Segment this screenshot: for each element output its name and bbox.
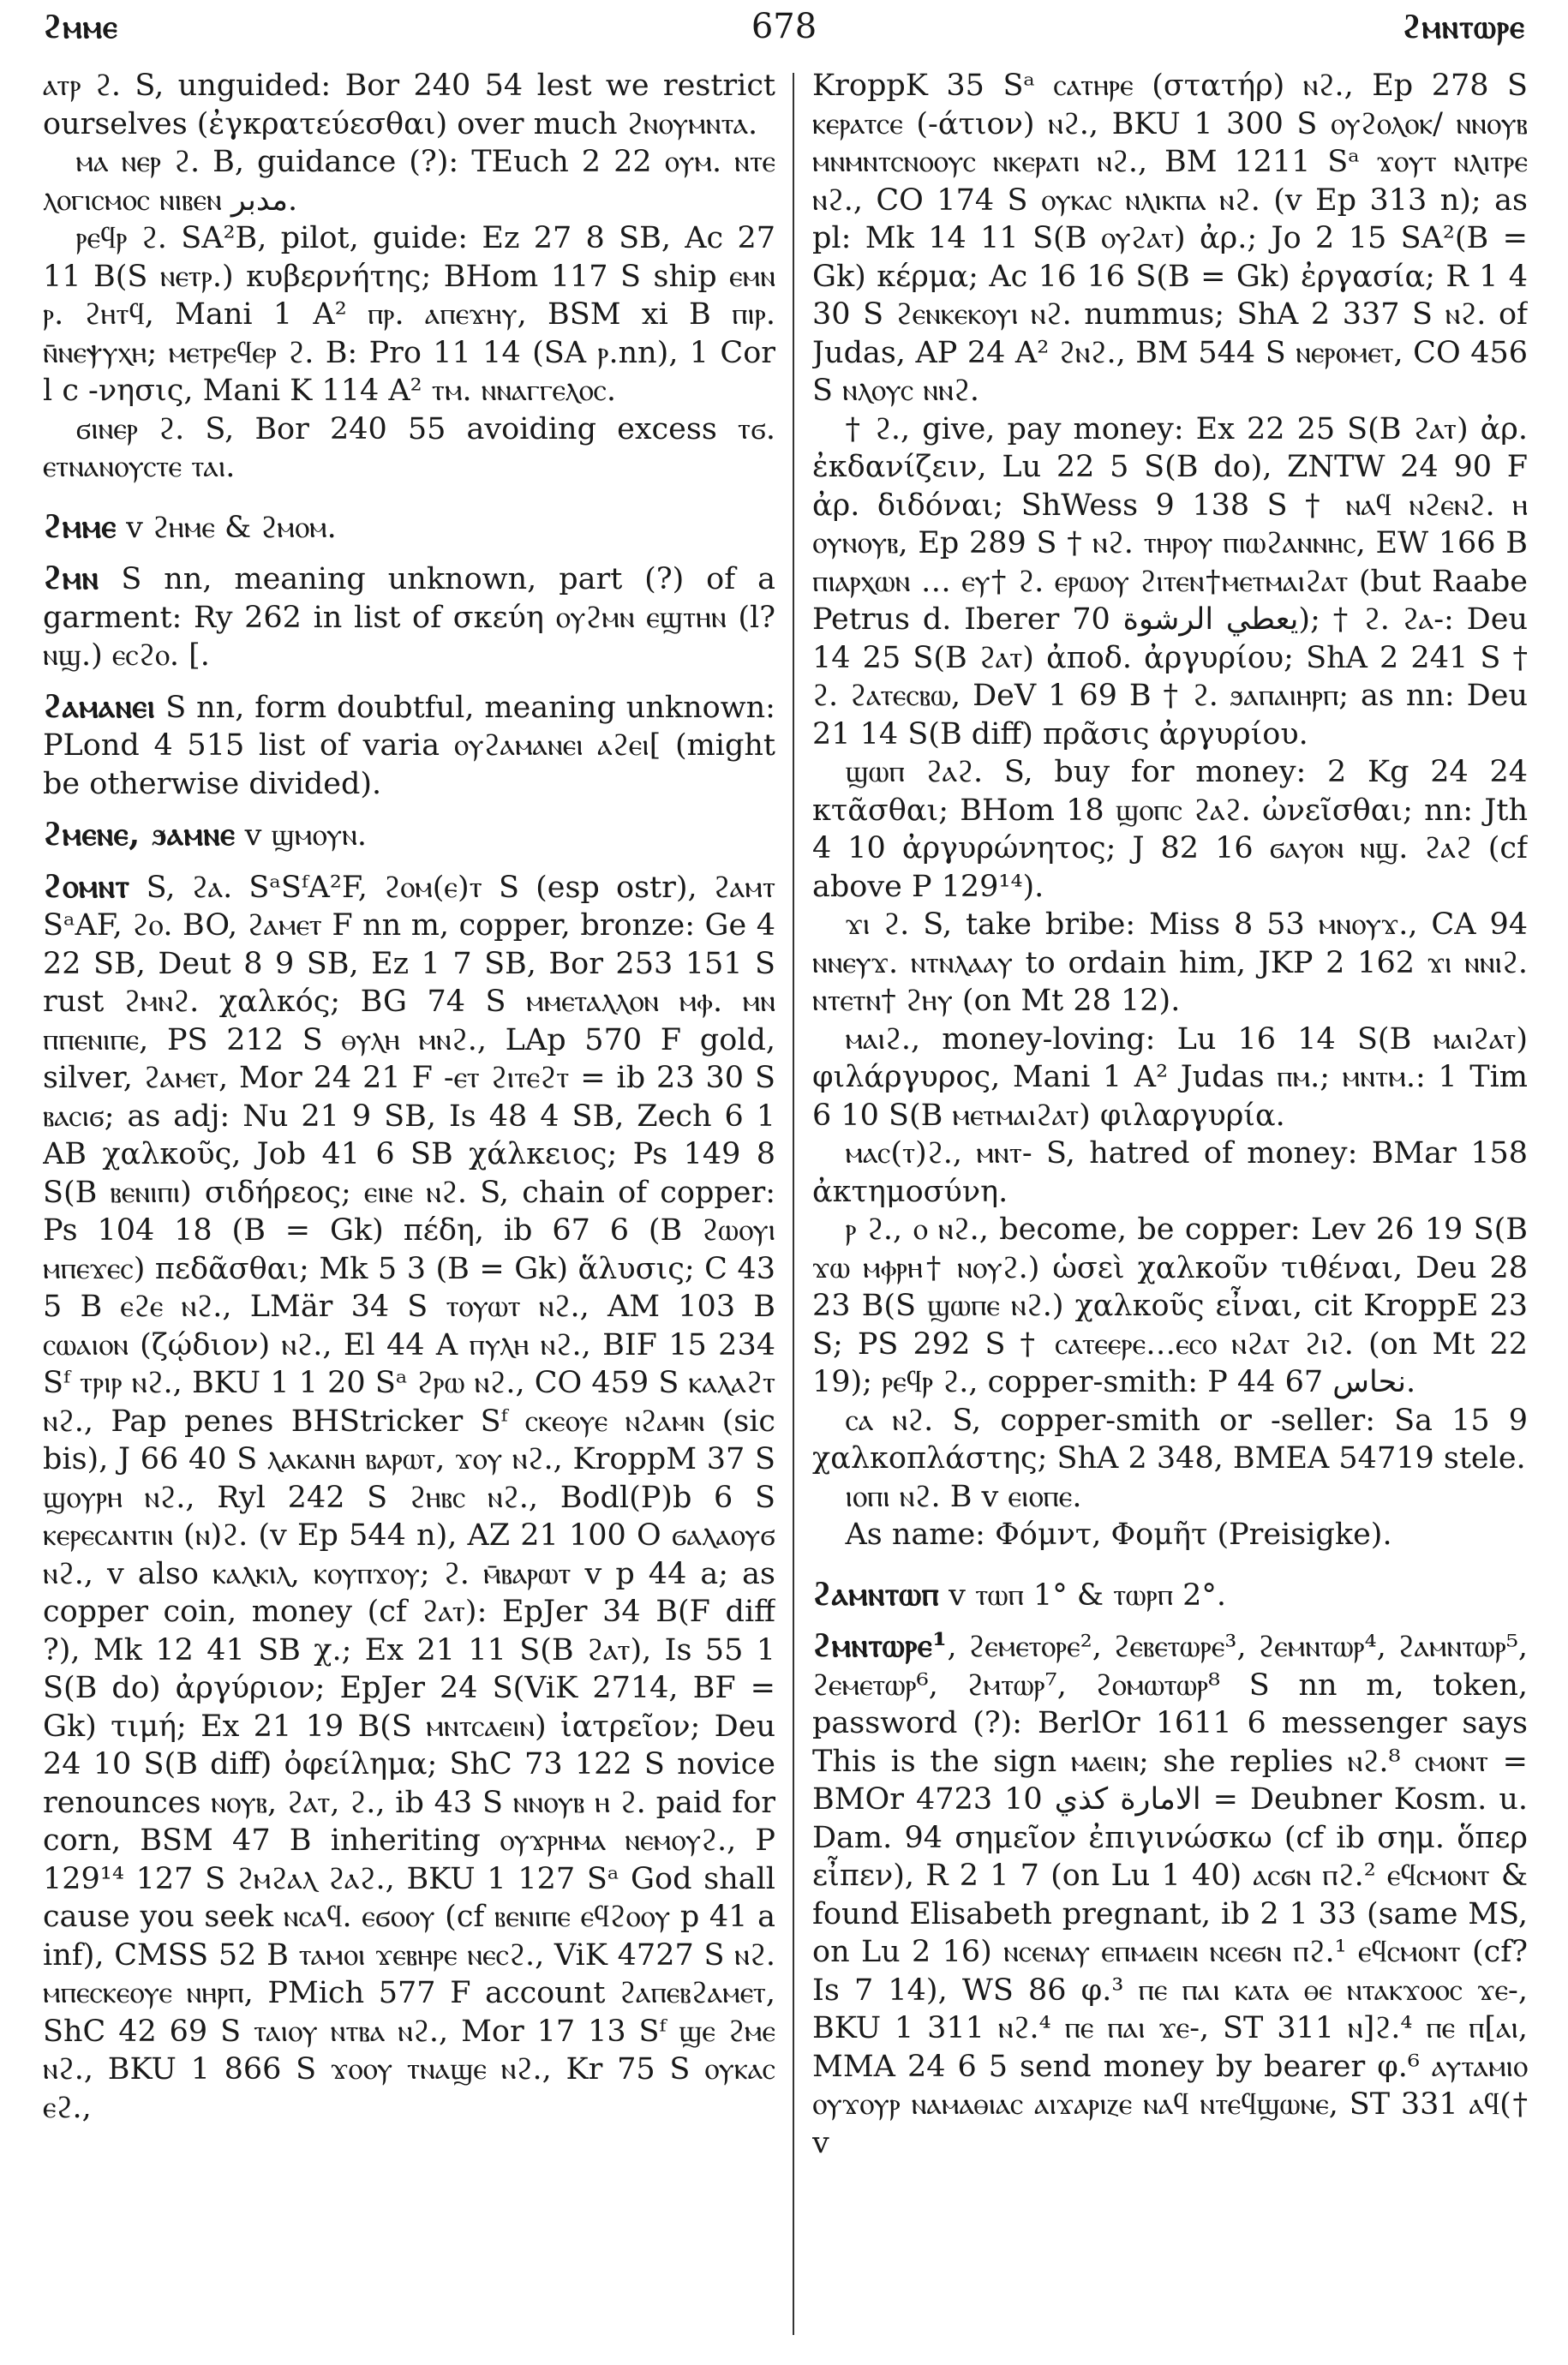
dictionary-entry — [43, 867, 775, 2128]
subentry: ϭⲓⲛⲉⲣ ϩ. S, Bor 240 55 avoiding excess ⲧϭ. ⲉⲧⲛⲁⲛⲟⲩⲥⲧⲉ ⲧⲁⲓ. — [43, 411, 775, 484]
subentry: ⲙⲁⲓϩ., money-loving: Lu 16 14 S(B ⲙⲁⲓϩⲁⲧ) φιλάργυρος, Mani 1 A² Judas ⲡⲙ.; ⲙⲛⲧⲙ.: 1 Tim 6 10 S(B ⲙⲉⲧⲙⲁⲓϩⲁⲧ) φιλαργυρία. — [812, 1021, 1528, 1133]
dictionary-entry — [43, 507, 775, 548]
dictionary-entry — [43, 559, 775, 675]
entry-body: S nn, form doubtful, meaning unknown: PLond 4 515 list of varia ⲟⲩϩⲁⲙⲁⲛⲉⲓ ⲁϩⲉⲓ[ (might be otherwise divided). — [43, 690, 775, 801]
subentry: ϣⲱⲡ ϩⲁϩ. S, buy for money: 2 Kg 24 24 κτᾶσθαι; BHom 18 ϣⲟⲡⲥ ϩⲁϩ. ὠνεῖσθαι; nn: Jth 4 10 ἀργυρώνητος; J 82 16 ϭⲁⲩⲟⲛ ⲛϣ. ϩⲁϩ (cf above P 129¹⁴). — [812, 755, 1528, 904]
subentry: ⲓⲟⲡⲓ ⲛϩ. B v ⲉⲓⲟⲡⲉ. — [845, 1479, 1082, 1514]
running-head-left: ϩⲙⲙⲉ — [43, 7, 118, 45]
running-head-right: ϩⲙⲛⲧⲱⲣⲉ — [1402, 7, 1525, 45]
subentry: As name: Φόμντ, Φομῆτ (Preisigke). — [845, 1518, 1392, 1552]
entry-body: S nn, meaning unknown, part (?) of a garment: Ry 262 in list of σκεύη ⲟⲩϩⲙⲛ ⲉϣⲧⲏⲛ (l? ⲛϣ.) ⲉⲥϩⲟ. [. — [43, 562, 775, 673]
dictionary-entry — [43, 815, 775, 855]
running-head — [43, 7, 1525, 58]
entry-body: v ϣⲙⲟⲩⲛ. — [244, 818, 367, 853]
subentry: ⲣⲉϥⲣ ϩ. SA²B, pilot, guide: Ez 27 8 SB, Ac 27 11 B(S ⲛⲉⲧⲣ.) κυβερνήτης; BHom 117 S ship ⲉⲙⲛ ⲣ. ϩⲏⲧϥ, Mani 1 A² ⲡⲣ. ⲁⲡⲉϫⲏⲩ, BSM xi B ⲡⲓⲣ. ⲛ̄ⲛⲉⲯⲩⲭⲏ; ⲙⲉⲧⲣⲉϥⲉⲣ ϩ. B: Pro 11 14 (SA ⲣ.nn), 1 Cor l c -νησις, Mani K 114 A² ⲧⲙ. ⲛⲛⲁⲅⲅⲉⲗⲟⲥ. — [43, 221, 775, 408]
column-divider — [793, 73, 794, 2335]
entry-headword: ϩⲙⲉⲛⲉ, ϧⲁⲙⲛⲉ — [43, 814, 236, 853]
dictionary-entry — [43, 687, 775, 804]
entry-headword: ϩⲁⲙⲁⲛⲉⲓ — [43, 686, 156, 725]
subentry: ϫⲓ ϩ. S, take bribe: Miss 8 53 ⲙⲛⲟⲩϫ., CA 94 ⲛⲛⲉⲩϫ. ⲛⲧⲛⲗⲁⲁⲩ to ordain him, JKP 2 162 ϫⲓ ⲛⲛⲓϩ. ⲛⲧⲉⲧⲛ† ϩⲏⲩ (on Mt 28 12). — [812, 907, 1528, 1018]
subentry: ⲣ ϩ., ⲟ ⲛϩ., become, be copper: Lev 26 19 S(B ϫⲱ ⲙⲫⲣⲏ† ⲛⲟⲩϩ.) ὡσεὶ χαλκοῦν τιθέναι, Deu 28 23 B(S ϣⲱⲡⲉ ⲛϩ.) χαλκοῦς εἶναι, cit KroppE 23 S; PS 292 S † ⲥⲁⲧⲉⲉⲣⲉ…ⲉⲥⲟ ⲛϩⲁⲧ ϩⲓϩ. (on Mt 22 19); ⲣⲉϥⲣ ϩ., copper-smith: P 44 67 نحاس. — [812, 1212, 1528, 1399]
entry-headword: ϩⲁⲙⲛⲧⲱⲡ — [812, 1573, 940, 1613]
page-number: 678 — [751, 7, 817, 46]
entry-headword: ϩⲙⲛⲧⲱⲣⲉ¹ — [812, 1626, 948, 1664]
entry-text: ⲁⲧⲣ ϩ. S, unguided: Bor 240 54 lest we restrict ourselves (ἐγκρατεύεσθαι) over much ϩⲛⲟⲩⲙⲛⲧⲁ. — [43, 69, 775, 141]
entry-body: S, ϩⲁ. SᵃSᶠA²F, ϩⲟⲙ(ⲉ)ⲧ S (esp ostr), ϩⲁⲙⲧ SᵃAF, ϩⲟ. BO, ϩⲁⲙⲉⲧ F nn m, copper, bronze: Ge 4 22 SB, Deut 8 9 SB, Ez 1 7 SB, Bor 253 151 S rust ϩⲙⲛϩ. χαλκός; BG 74 S ⲙⲙⲉⲧⲁⲗⲗⲟⲛ ⲙⲫ. ⲙⲛ ⲡⲡⲉⲛⲓⲡⲉ, PS 212 S ⲑⲩⲗⲏ ⲙⲛϩ., LAp 570 F gold, silver, ϩⲁⲙⲉⲧ, Mor 24 21 F -ⲉⲧ ϩⲓⲧⲉϩⲧ = ib 23 30 S ⲃⲁⲥⲓϭ; as adj: Nu 21 9 SB, Is 48 4 SB, Zech 6 1 AB χαλκοῦς, Job 41 6 SB χάλκειος; Ps 149 8 S(B ⲃⲉⲛⲓⲡⲓ) σιδήρεος; ⲉⲓⲛⲉ ⲛϩ. S, chain of copper: Ps 104 18 (B = Gk) πέδη, ib 67 6 (B ϩⲱⲟⲩⲓ ⲙⲡⲉϫⲉⲥ) πεδᾶσθαι; Mk 5 3 (B = Gk) ἅλυσις; C 43 5 B ⲉϩⲉ ⲛϩ., LMär 34 S ⲧⲟⲩⲱⲧ ⲛϩ., AM 103 B ⲥⲱⲁⲓⲟⲛ (ζῴδιον) ⲛϩ., El 44 A ⲡⲩⲗⲏ ⲛϩ., BIF 15 234 Sᶠ ⲧⲣⲓⲣ ⲛϩ., BKU 1 1 20 Sᵃ ϩⲣⲱ ⲛϩ., CO 459 S ⲕⲁⲗⲁϩⲧ ⲛϩ., Pap penes BHStricker Sᶠ ⲥⲕⲉⲟⲩⲉ ⲛϩⲁⲙⲛ (sic bis), J 66 40 S ⲗⲁⲕⲁⲛⲏ ⲃⲁⲣⲱⲧ, ϫⲟⲩ ⲛϩ., KroppM 37 S ϣⲟⲩⲣⲏ ⲛϩ., Ryl 242 S ϩⲏⲃⲥ ⲛϩ., Bodl(P)b 6 S ⲕⲉⲣⲉⲥⲁⲛⲧⲓⲛ (ⲛ)ϩ. (v Ep 544 n), AZ 21 100 O ϭⲁⲗⲁⲟⲩϭ ⲛϩ., v also ⲕⲁⲗⲕⲓⲗ, ⲕⲟⲩⲡϫⲟⲩ; ϩ. ⲙ̄ⲃⲁⲣⲱⲧ v p 44 a; as copper coin, money (cf ϩⲁⲧ): EpJer 34 B(F diff ?), Mk 12 41 SB χ.; Ex 21 11 S(B ϩⲁⲧ), Is 55 1 S(B do) ἀργύριον; EpJer 24 S(ViK 2714, BF = Gk) τιμή; Ex 21 19 B(S ⲙⲛⲧⲥⲁⲉⲓⲛ) ἰατρεῖον; Deu 24 10 S(B diff) ὀφείλημα; ShC 73 122 S novice renounces ⲛⲟⲩⲃ, ϩⲁⲧ, ϩ., ib 43 S ⲛⲛⲟⲩⲃ ⲏ ϩ. paid for corn, BSM 47 B inheriting ⲟⲩϫⲣⲏⲙⲁ ⲛⲉⲙⲟⲩϩ., P 129¹⁴ 127 S ϩⲙϩⲁⲗ ϩⲁϩ., BKU 1 127 Sᵃ God shall cause you seek ⲛⲥⲁϥ. ⲉϭⲟⲟⲩ (cf ⲃⲉⲛⲓⲡⲉ ⲉϥϩⲟⲟⲩ p 41 a inf), CMSS 52 B ⲧⲁⲙⲟⲓ ϫⲉⲃⲏⲣⲉ ⲛⲉⲥϩ., ViK 4727 S ⲛϩ. ⲙⲡⲉⲥⲕⲉⲟⲩⲉ ⲛⲏⲣⲡ, PMich 577 F account ϩⲁⲡⲉⲃϩⲁⲙⲉⲧ, ShC 42 69 S ⲧⲁⲓⲟⲩ ⲛⲧⲃⲁ ⲛϩ., Mor 17 13 Sᶠ ϣⲉ ϩⲙⲉ ⲛϩ., BKU 1 866 S ϫⲟⲟⲩ ⲧⲛⲁϣⲉ ⲛϩ., Kr 75 S ⲟⲩⲕⲁⲥ ⲉϩ., — [43, 870, 775, 2125]
subentry: ⲥⲁ ⲛϩ. S, copper-smith or -seller: Sa 15 9 χαλκοπλάστης; ShA 2 348, BMEA 54719 stele. — [812, 1403, 1528, 1476]
subentry: ⲙⲁ ⲛⲉⲣ ϩ. B, guidance (?): TEuch 2 22 ⲟⲩⲙ. ⲛⲧⲉ ⲗⲟⲅⲓⲥⲙⲟⲥ ⲛⲓⲃⲉⲛ مدبر. — [43, 145, 775, 218]
dictionary-entry — [812, 1626, 1528, 2162]
subentry: † ϩ., give, pay money: Ex 22 25 S(B ϩⲁⲧ) ἀρ. ἐκδανίζειν, Lu 22 5 S(B do), ZNTW 24 90 F ἀρ. διδόναι; ShWess 9 138 S † ⲛⲁϥ ⲛϩⲉⲛϩ. ⲏ ⲟⲩⲛⲟⲩⲃ, Ep 289 S † ⲛϩ. ⲧⲏⲣⲟⲩ ⲡⲓⲱϩⲁⲛⲛⲏⲥ, EW 166 B ⲡⲓⲁⲣⲭⲱⲛ … ⲉⲩ† ϩ. ⲉⲣⲱⲟⲩ ϩⲓⲧⲉⲛ†ⲙⲉⲧⲙⲁⲓϩⲁⲧ (but Raabe Petrus d. Iberer 70 يعطي الرشوة); † ϩ. ϩⲁ-: Deu 14 25 S(B ϩⲁⲧ) ἀποδ. ἀργυρίου; ShA 2 241 S † ϩ. ϩⲁⲧⲉⲥⲃⲱ, DeV 1 69 B † ϩ. ϧⲁⲡⲁⲓⲏⲣⲡ; as nn: Deu 21 14 S(B diff) πρᾶσις ἀργυρίου. — [812, 411, 1528, 751]
entry-headword: ϩⲙⲙⲉ — [43, 506, 117, 545]
left-column — [43, 67, 775, 2348]
entry-body: , ϩⲉⲙⲉⲧⲟⲣⲉ², ϩⲉⲃⲉⲧⲱⲣⲉ³, ϩⲉⲙⲛⲧⲱⲣ⁴, ϩⲁⲙⲛⲧⲱⲣ⁵, ϩⲉⲙⲉⲧⲱⲣ⁶, ϩⲙⲧⲱⲣ⁷, ϩⲟⲙⲱⲧⲱⲣ⁸ S nn m, token, password (?): BerlOr 1611 6 messenger says This is the sign ⲙⲁⲉⲓⲛ; she replies ⲛϩ.⁸ ⲥⲙⲟⲛⲧ = BMOr 4723 10 الامارة كذي = Deubner Kosm. u. Dam. 94 σημεῖον ἐπιγινώσκω (cf ib σημ. ὅπερ εἶπεν), R 2 1 7 (on Lu 1 40) ⲁⲥϭⲛ ⲡϩ.² ⲉϥⲥⲙⲟⲛⲧ & found Elisabeth pregnant, ib 2 1 33 (same MS, on Lu 2 16) ⲛⲥⲉⲛⲁⲩ ⲉⲡⲙⲁⲉⲓⲛ ⲛⲥⲉϭⲛ ⲡϩ.¹ ⲉϥⲥⲙⲟⲛⲧ (cf? Is 7 14), WS 86 φ.³ ⲡⲉ ⲡⲁⲓ ⲕⲁⲧⲁ ⲑⲉ ⲛⲧⲁⲕϫⲟⲟⲥ ϫⲉ-, BKU 1 311 ⲛϩ.⁴ ⲡⲉ ⲡⲁⲓ ϫⲉ-, ST 311 ⲛ]ϩ.⁴ ⲡⲉ ⲡ[ⲁⲓ, MMA 24 6 5 send money by bearer φ.⁶ ⲁⲩⲧⲁⲙⲓⲟ ⲟⲩϫⲟⲩⲣ ⲛⲁⲙⲁⲑⲓⲁⲥ ⲁⲓϫⲁⲣⲓⲍⲉ ⲛⲁϥ ⲛⲧⲉϥϣⲱⲛⲉ, ST 331 ⲁϥ(† v — [812, 1630, 1528, 2160]
entry-body: v ϩⲏⲙⲉ & ϩⲙⲟⲙ. — [126, 510, 337, 545]
entry-headword: ϩⲙⲛ — [43, 558, 99, 596]
entry-headword: ϩⲟⲙⲛⲧ — [43, 865, 130, 905]
right-column — [812, 67, 1528, 2348]
entry-text: KroppK 35 Sᵃ ⲥⲁⲧⲏⲣⲉ (στατήρ) ⲛϩ., Ep 278 S ⲕⲉⲣⲁⲧⲥⲉ (-άτιον) ⲛϩ., BKU 1 300 S ⲟⲩϩⲟⲗⲟⲕ/ ⲛⲛⲟⲩⲃ ⲙⲛⲙⲛⲧⲥⲛⲟⲟⲩⲥ ⲛⲕⲉⲣⲁⲧⲓ ⲛϩ., BM 1211 Sᵃ ϫⲟⲩⲧ ⲛⲗⲓⲧⲣⲉ ⲛϩ., CO 174 S ⲟⲩⲕⲁⲥ ⲛⲗⲓⲕⲡⲁ ⲛϩ. (v Ep 313 n); as pl: Mk 14 11 S(B ⲟⲩϩⲁⲧ) ἀρ.; Jo 2 15 SA²(B = Gk) κέρμα; Ac 16 16 S(B = Gk) ἐργασία; R 1 4 30 S ϩⲉⲛⲕⲉⲕⲟⲩⲓ ⲛϩ. nummus; ShA 2 337 S ⲛϩ. of Judas, AP 24 A² ϩⲛϩ., BM 544 S ⲛⲉⲣⲟⲙⲉⲧ, CO 456 S ⲛⲗⲟⲩⲥ ⲛⲛϩ. — [812, 69, 1528, 408]
entry-body: v ⲧⲱⲡ 1° & ⲧⲱⲣⲡ 2°. — [949, 1578, 1227, 1613]
dictionary-entry — [812, 1575, 1528, 1615]
subentry: ⲙⲁⲥ(ⲧ)ϩ., ⲙⲛⲧ- S, hatred of money: BMar 158 ἀκτημοσύνη. — [812, 1136, 1528, 1209]
